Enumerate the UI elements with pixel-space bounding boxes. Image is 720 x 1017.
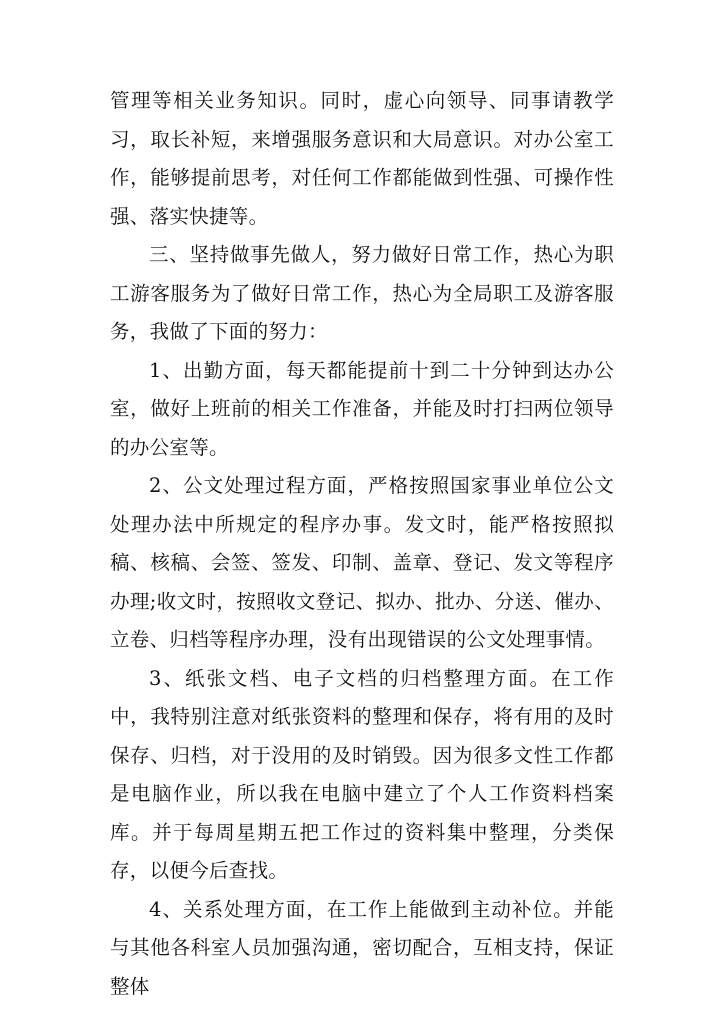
paragraph-item-attendance: 1、出勤方面，每天都能提前十到二十分钟到达办公室，做好上班前的相关工作准备，并能及时打扫两位领导的办公室等。	[110, 358, 614, 459]
document-body	[110, 82, 614, 1006]
paragraph-item-archiving: 3、纸张文档、电子文档的归档整理方面。在工作中，我特别注意对纸张资料的整理和保存，将有用的及时保存、归档，对于没用的及时销毁。因为很多文性工作都是电脑作业，所以我在电脑中建立了个人工作资料档案库。并于每周星期五把工作过的资料集中整理，分类保存，以便今后查找。	[110, 666, 614, 882]
paragraph-continuation: 管理等相关业务知识。同时，虚心向领导、同事请教学习，取长补短，来增强服务意识和大局意识。对办公室工作，能够提前思考，对任何工作都能做到性强、可操作性强、落实快捷等。	[110, 89, 614, 228]
paragraph-section-three: 三、坚持做事先做人，努力做好日常工作，热心为职工游客服务为了做好日常工作，热心为全局职工及游客服务，我做了下面的努力：	[110, 243, 614, 343]
paragraph-item-document-handling: 2、公文处理过程方面，严格按照国家事业单位公文处理办法中所规定的程序办事。发文时，能严格按照拟稿、核稿、会签、签发、印制、盖章、登记、发文等程序办理;收文时，按照收文登记、拟办、批办、分送、催办、立卷、归档等程序办理，没有出现错误的公文处理事情。	[110, 474, 614, 651]
paragraph-item-relations: 4、关系处理方面，在工作上能做到主动补位。并能与其他各科室人员加强沟通，密切配合，互相支持，保证整体	[110, 897, 614, 998]
